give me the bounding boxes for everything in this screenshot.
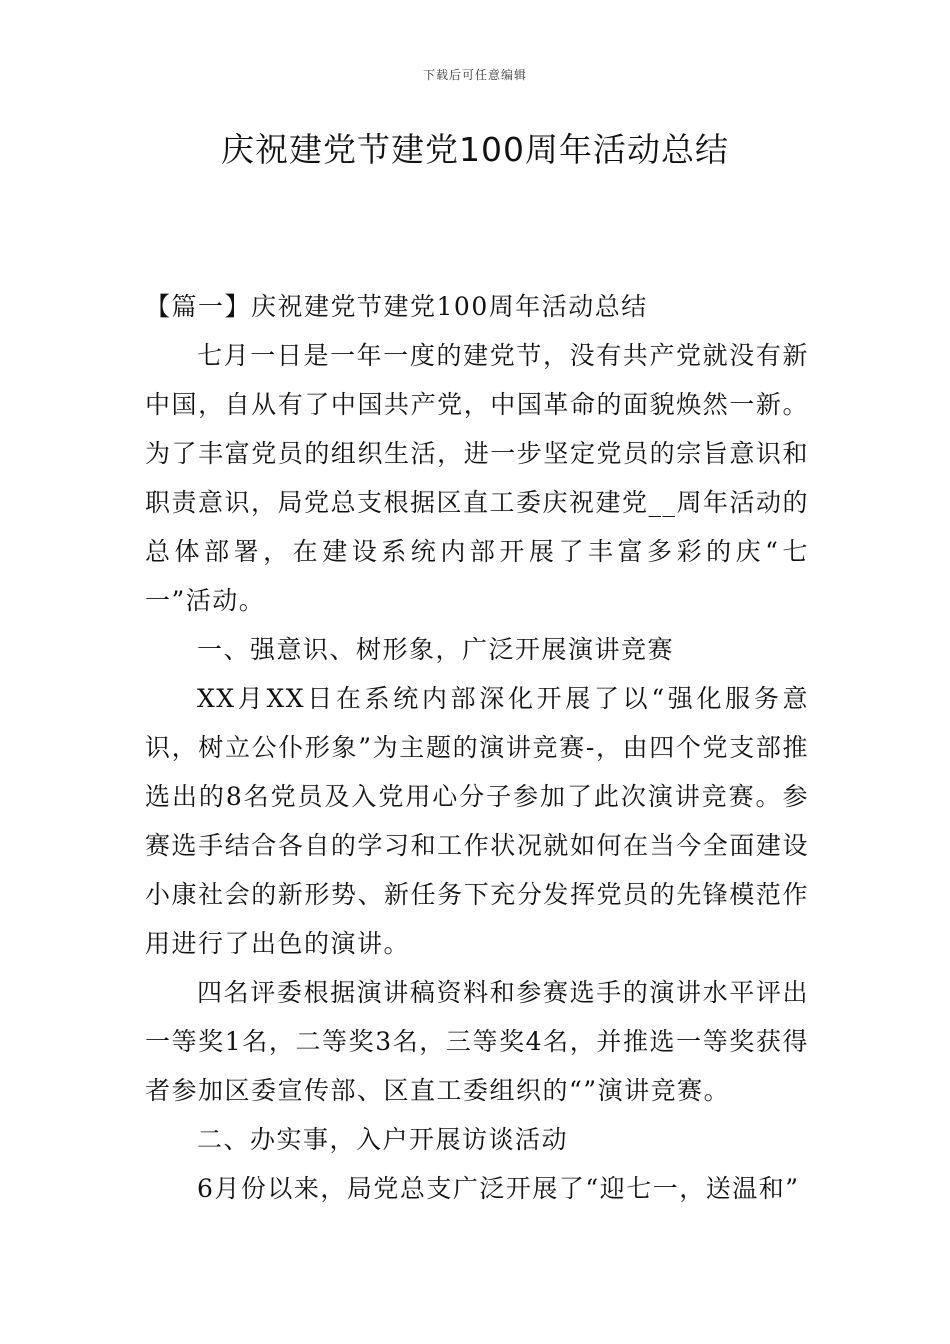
header-note: 下载后可任意编辑: [422, 68, 527, 82]
subheading: 二、办实事，入户开展访谈活动: [197, 1125, 569, 1154]
paragraph: 6月份以来，局党总支广泛开展了“迎七一，送温和”: [197, 1174, 800, 1203]
section-heading: 【篇一】庆祝建党节建党100周年活动总结: [145, 292, 648, 321]
paragraph: XX月XX日在系统内部深化开展了以“强化服务意识，树立公仆形象”为主题的演讲竞赛-，由四个党支部推选出的8名党员及入党用心分子参加了此次演讲竞赛。参赛选手结合各自的学习和工作状况就如何在当今全面建设小康社会的新形势、新任务下充分发挥党员的先锋模范作用进行了出色的演讲。: [145, 684, 809, 958]
document-title: 庆祝建党节建党100周年活动总结: [221, 130, 729, 169]
document-body: [145, 282, 809, 1213]
subheading: 一、强意识、树形象，广泛开展演讲竞赛: [197, 635, 675, 664]
paragraph: 四名评委根据演讲稿资料和参赛选手的演讲水平评出一等奖1名，二等奖3名，三等奖4名，并推选一等奖获得者参加区委宣传部、区直工委组织的“”演讲竞赛。: [145, 978, 809, 1105]
paragraph: 七月一日是一年一度的建党节，没有共产党就没有新中国，自从有了中国共产党，中国革命的面貌焕然一新。为了丰富党员的组织生活，进一步坚定党员的宗旨意识和职责意识，局党总支根据区直工委庆祝建党__周年活动的总体部署，在建设系统内部开展了丰富多彩的庆“七一”活动。: [145, 341, 810, 615]
